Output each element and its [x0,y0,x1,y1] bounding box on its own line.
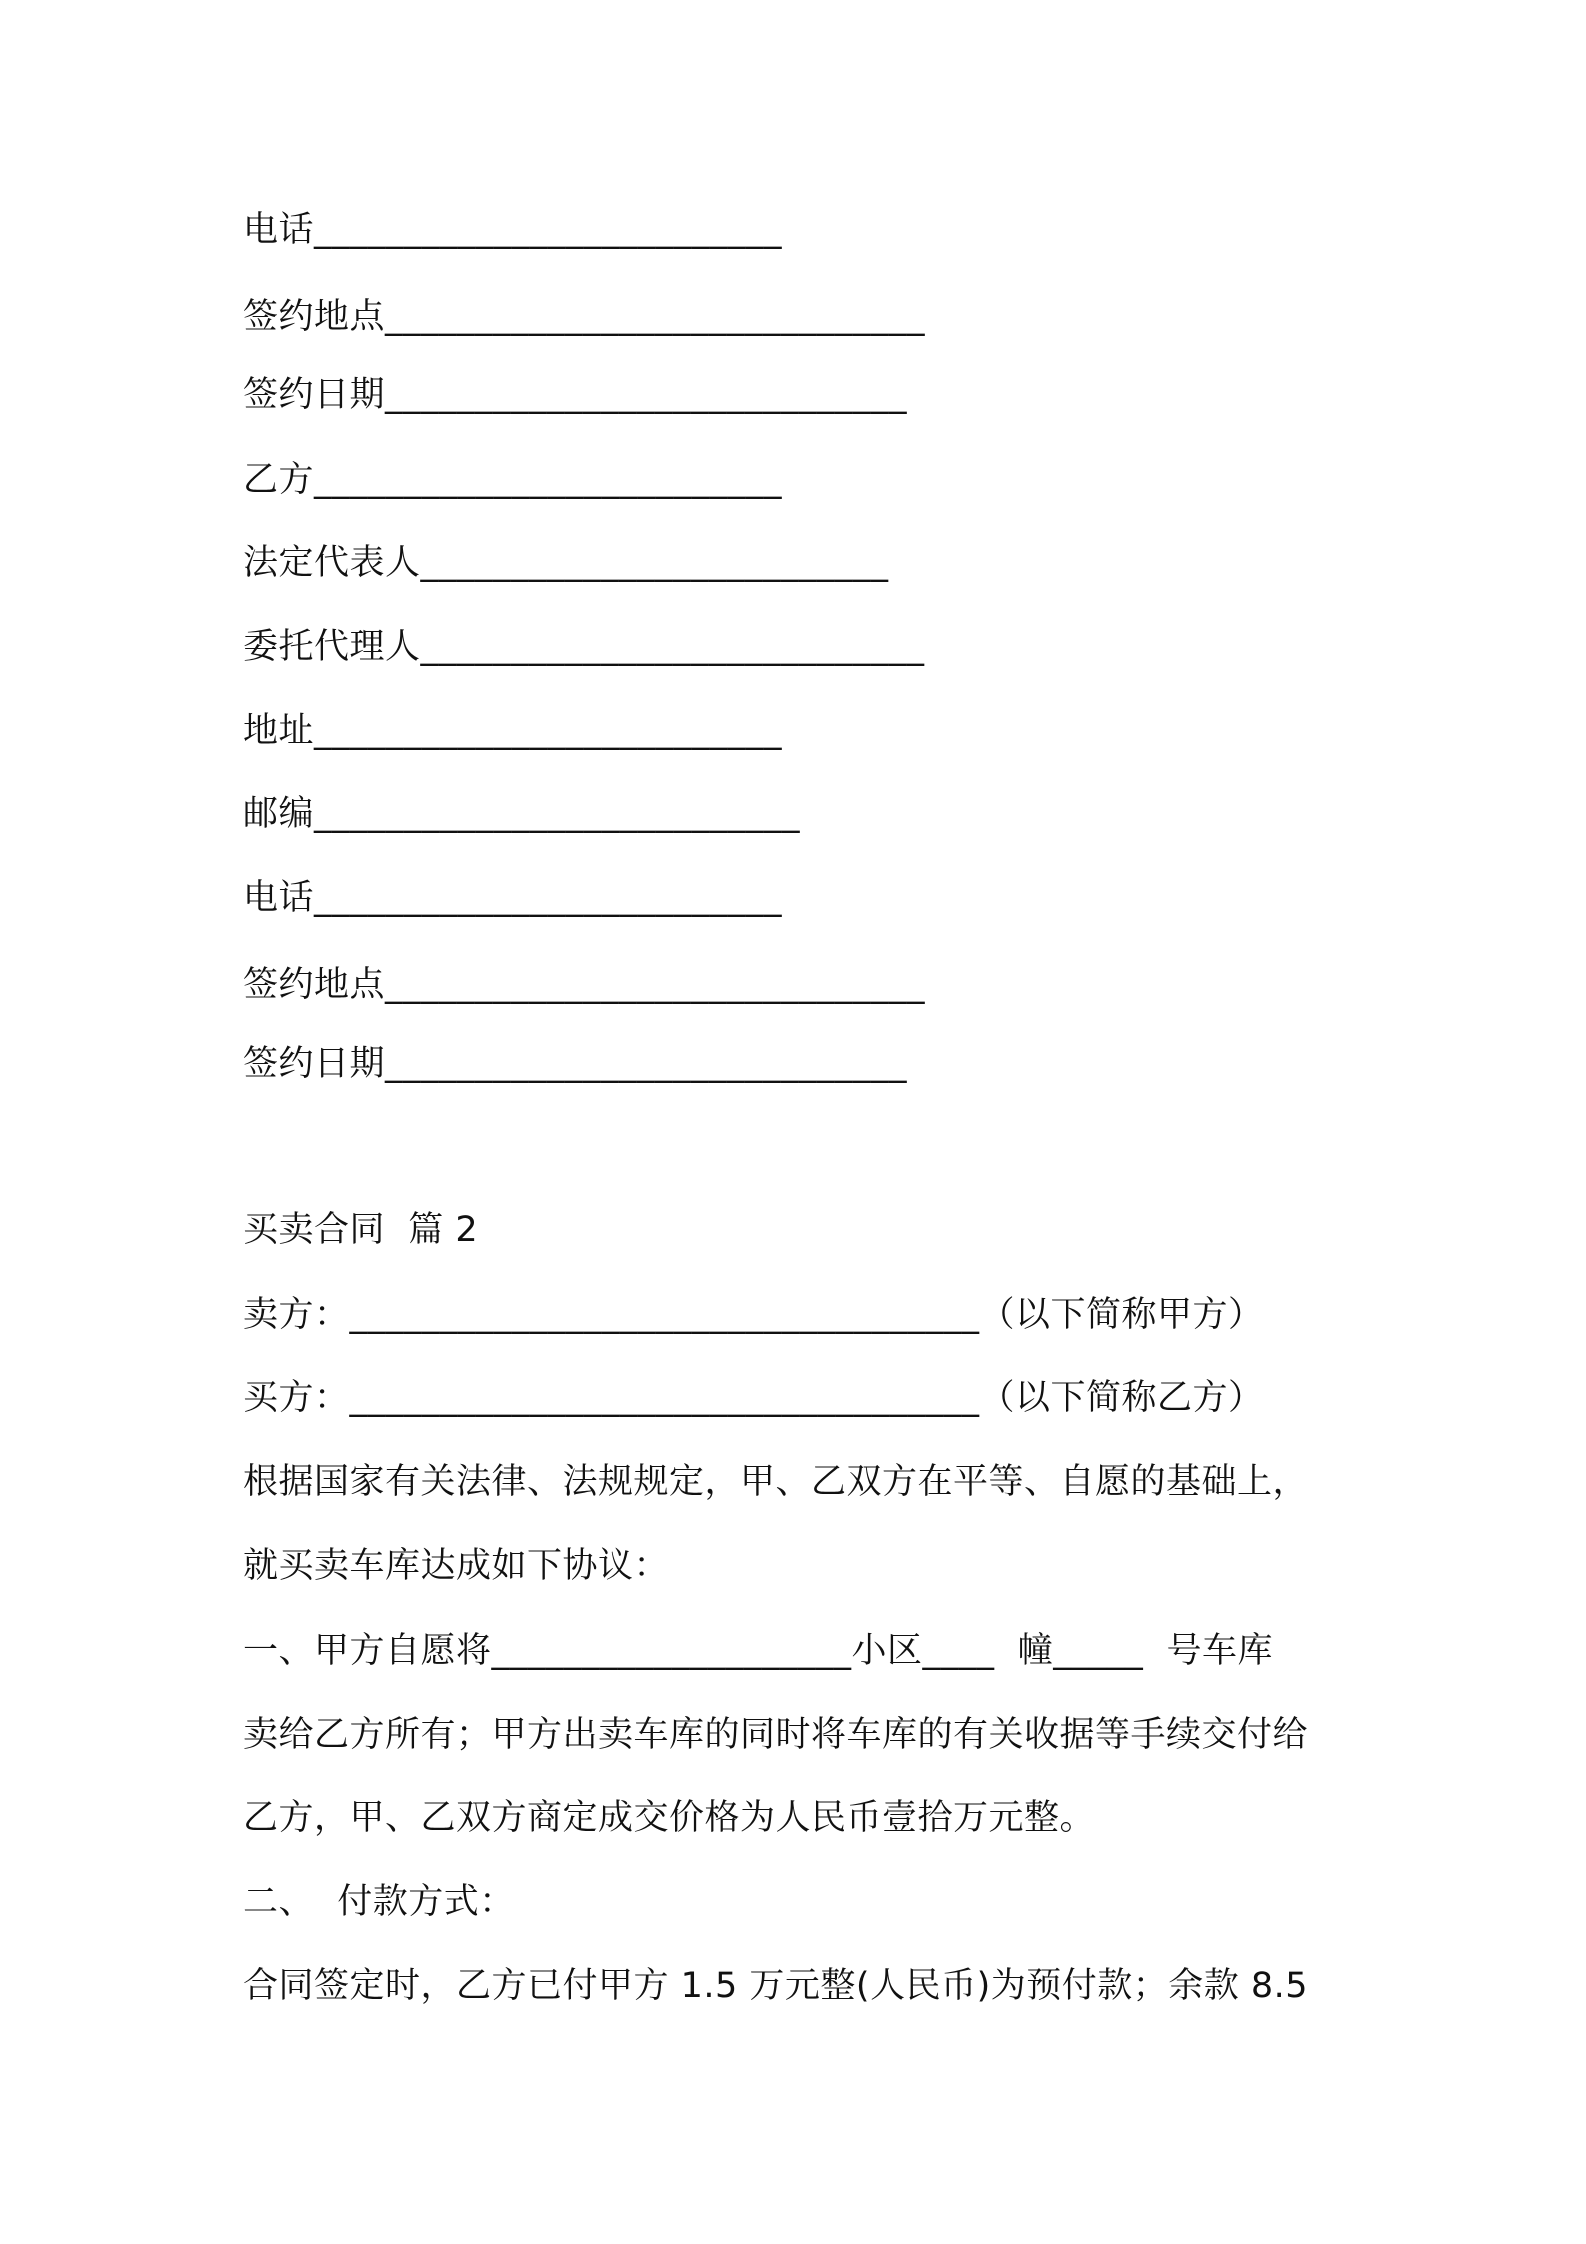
authorized-agent-field: 委托代理人____________________________ [243,627,925,667]
clause-2-line-1: 合同签定时，乙方已付甲方 1.5 万元整(人民币)为预付款；余款 8.5 [243,1966,1309,2006]
clause-1-line-3: 乙方，甲、乙双方商定成交价格为人民币壹拾万元整。 [243,1798,1096,1838]
sign-date-field-b: 签约日期_____________________________ [243,1044,908,1084]
party-b-field: 乙方__________________________ [243,460,783,500]
phone-field: 电话__________________________ [243,210,783,250]
sign-date-field: 签约日期_____________________________ [243,375,908,415]
legal-representative-field: 法定代表人__________________________ [243,543,889,583]
phone-field-b: 电话__________________________ [243,878,783,918]
clause-1-line-1: 一、甲方自愿将____________________小区____ 幢_____ 号车库 [243,1631,1274,1671]
intro-paragraph-line-1: 根据国家有关法律、法规规定，甲、乙双方在平等、自愿的基础上， [243,1462,1309,1502]
postcode-field: 邮编___________________________ [243,794,801,834]
sign-place-field: 签约地点______________________________ [243,297,926,337]
address-field: 地址__________________________ [243,711,783,751]
clause-2-heading: 二、 付款方式： [243,1882,515,1922]
intro-paragraph-line-2: 就买卖车库达成如下协议： [243,1546,670,1586]
buyer-line: 买方：___________________________________（以下简称乙方） [243,1378,1264,1418]
sign-place-field-b: 签约地点______________________________ [243,965,926,1005]
section-title: 买卖合同 篇 2 [243,1210,479,1250]
seller-line: 卖方：___________________________________（以下简称甲方） [243,1295,1264,1335]
clause-1-line-2: 卖给乙方所有；甲方出卖车库的同时将车库的有关收据等手续交付给 [243,1715,1309,1755]
